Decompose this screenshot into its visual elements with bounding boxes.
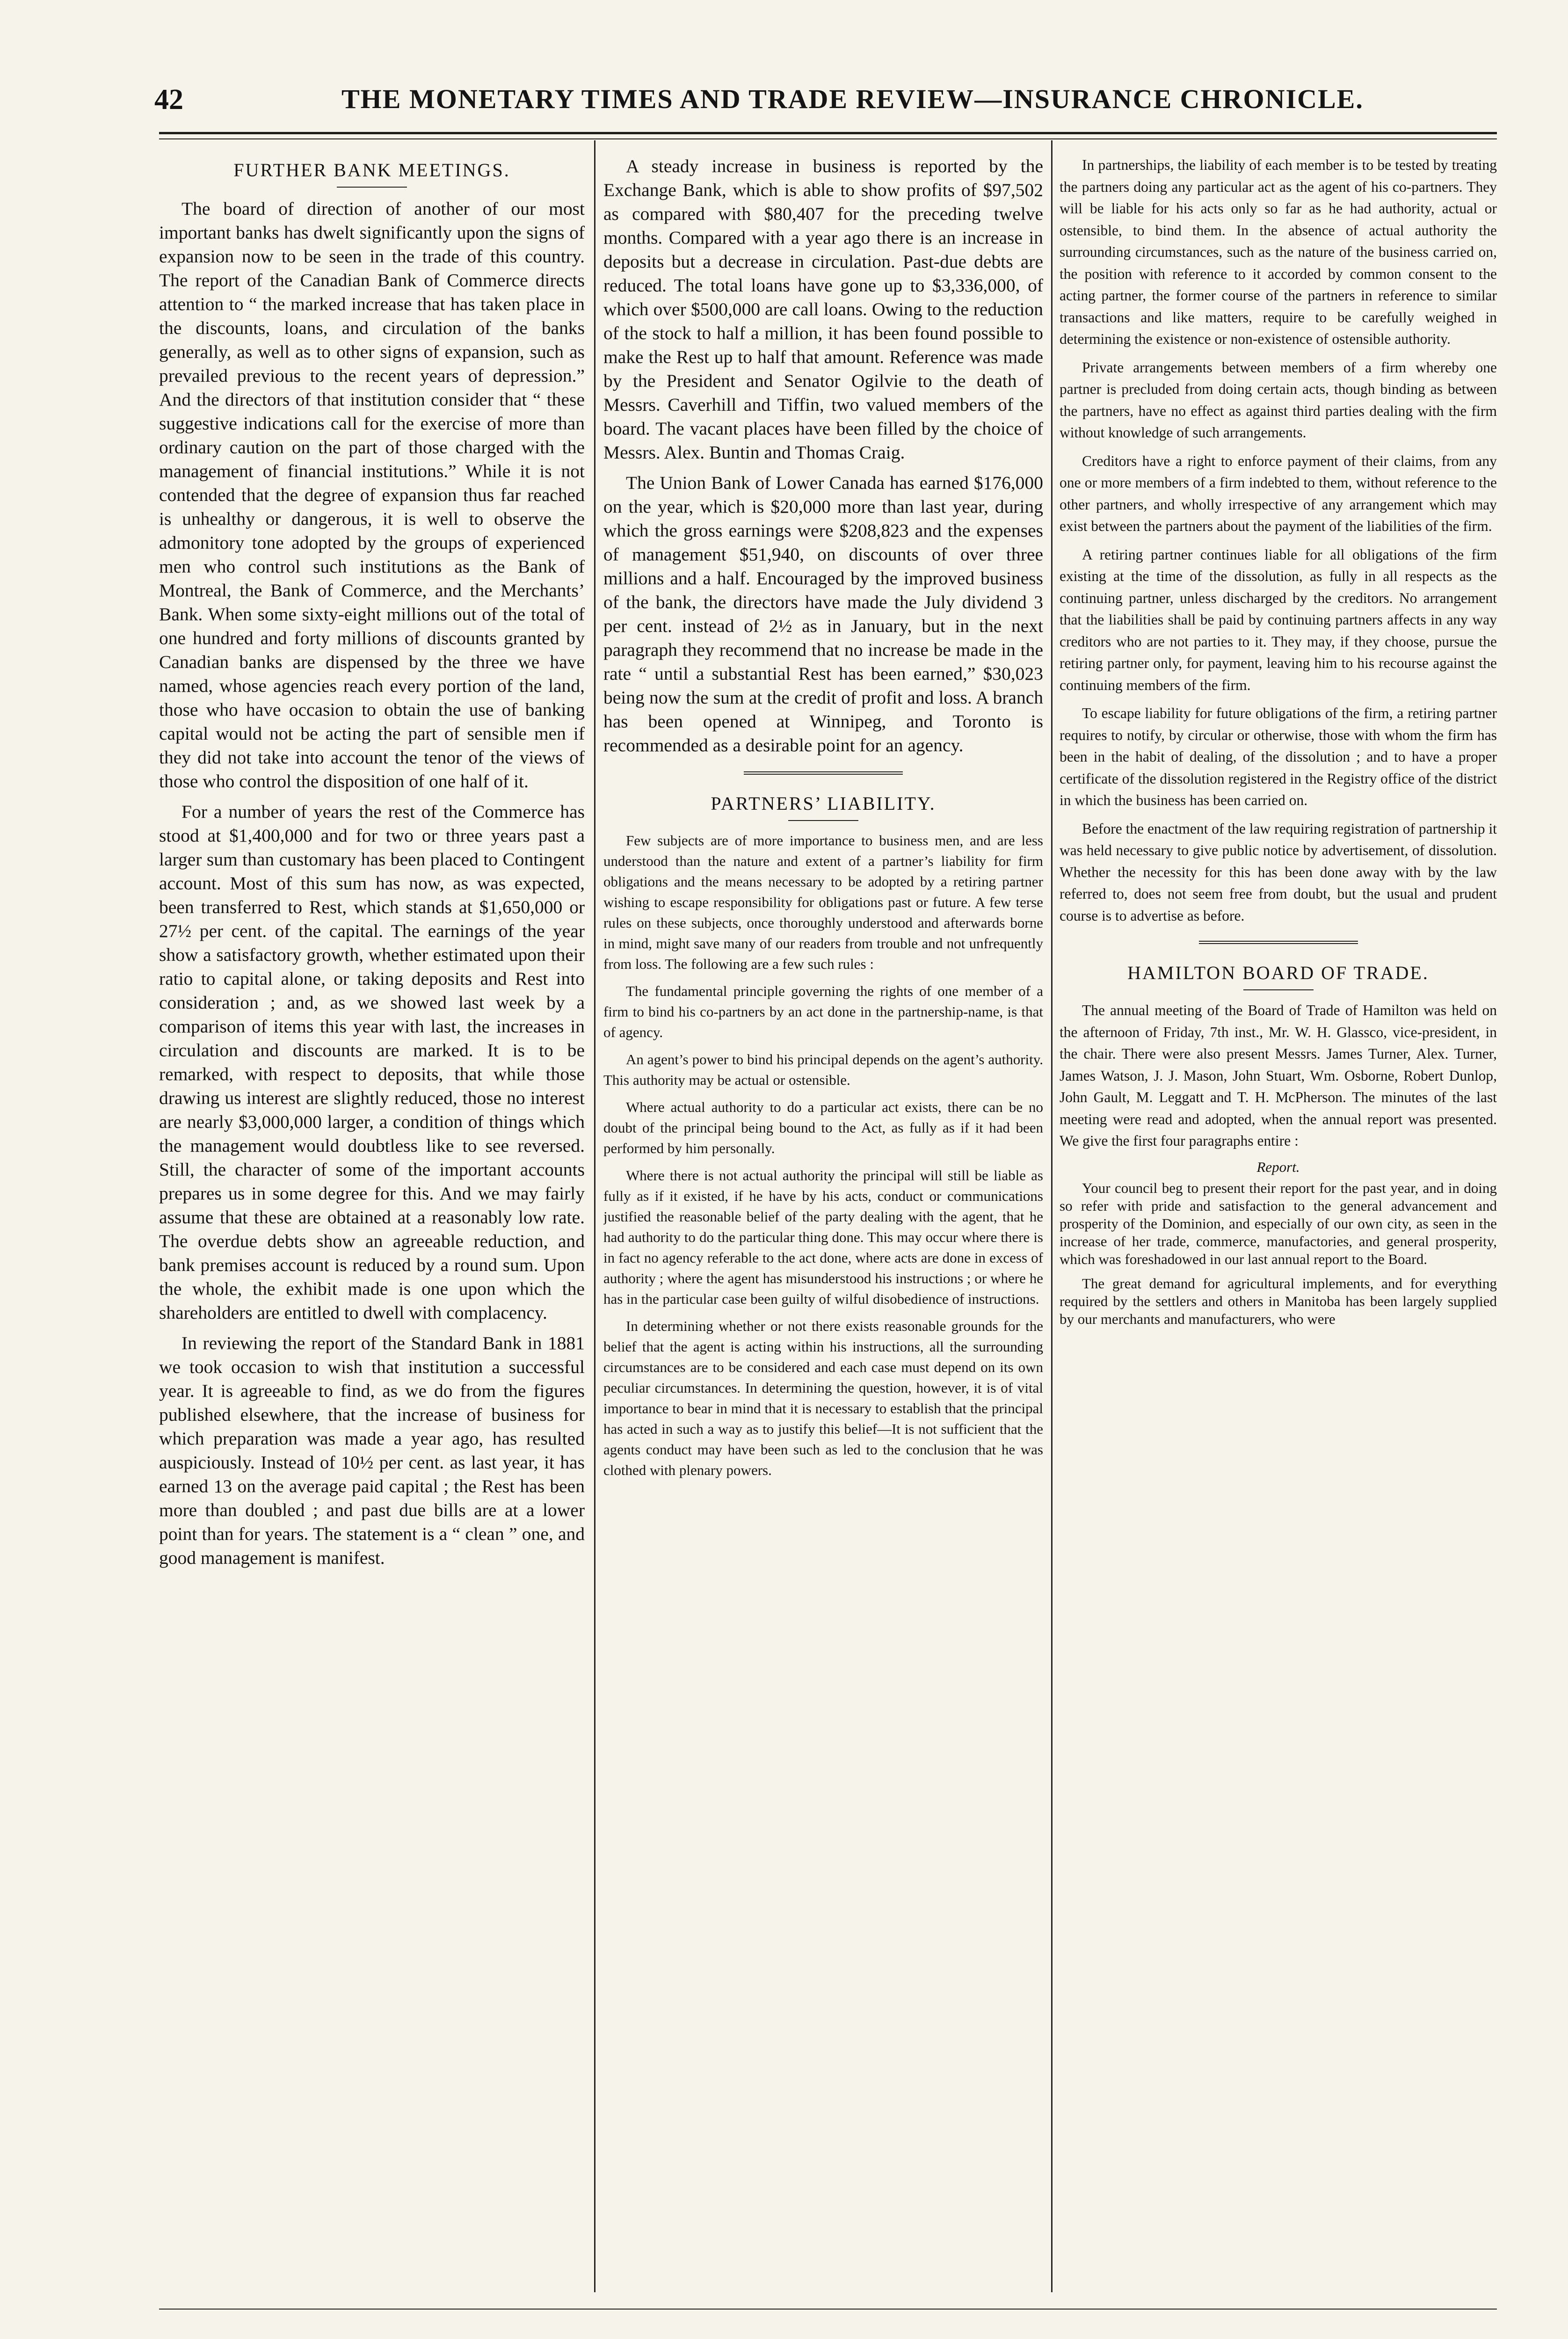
paragraph: Private arrangements between members of a firm whereby one partner is precluded from doing certain acts, though binding as between the partners, have no effect as against third parties dealing with the firm without knowledge of such arrangements. — [1060, 359, 1497, 441]
paragraph: To escape liability for future obligations of the firm, a retiring partner requires to notify, by circular or otherwise, those with whom the firm has been in the habit of dealing, of the dissolution ; and to have a proper certificate of the dissolution registered in the Registry office of the district in which the business has been carried on. — [1060, 705, 1497, 808]
paragraph: Your council beg to present their report for the past year, and in doing so refer with pride and satisfaction to the general advancement and prosperity of the Dominion, and especially of our own city, as seen in the increase of her trade, commerce, manufactories, and general prosperity, which was foreshadowed in our last annual report to the Board. — [1060, 1179, 1497, 1267]
paragraph: Where actual authority to do a particular act exists, there can be no doubt of the principal being bound to the Act, as fully as if it had been performed by him personally. — [603, 1099, 1043, 1156]
paragraph: A steady increase in business is reported by the Exchange Bank, which is able to show profits of $97,502 as compared with $80,407 for the preceding twelve months. Compared with a year ago there is an increase in deposits but a decrease in circulation. Past-due debts are reduced. The total loans have gone up to $3,336,000, of which over $500,000 are call loans. Owing to the reduction of the stock to half a million, it has been found possible to make the Rest up to half that amount. Reference was made by the President and Senator Ogilvie to the death of Messrs. Caverhill and Tiffin, two valued members of the board. The vacant places have been filled by the choice of Messrs. Alex. Buntin and Thomas Craig. — [603, 156, 1043, 463]
paragraph: An agent’s power to bind his principal depends on the agent’s authority. This authority may be actual or ostensible. — [603, 1051, 1043, 1088]
paragraph: The Union Bank of Lower Canada has earned $176,000 on the year, which is $20,000 more than last year, during which the gross earnings were $208,823 and the expenses of management $51,940, on discounts of over three millions and a half. Encouraged by the improved business of the bank, the directors have made the July dividend 3 per cent. instead of 2½ as in January, but in the next paragraph they recommend that no increase be made in the rate “ until a substantial Rest has been earned,” $30,023 being now the sum at the credit of profit and loss. A branch has been opened at Winnipeg, and Toronto is recommended as a desirable point for an agency. — [603, 472, 1043, 755]
paragraph: The annual meeting of the Board of Trade of Hamilton was held on the afternoon of Friday, 7th inst., Mr. W. H. Glassco, vice-president, in the chair. There were also present Messrs. James Turner, Alex. Turner, James Watson, J. J. Mason, John Stuart, Wm. Osborne, Robert Dunlop, John Gault, M. Leggatt and T. H. McPherson. The minutes of the last meeting were read and adopted, when the annual report was presented. We give the first four paragraphs entire : — [1060, 1002, 1497, 1149]
section-rule — [744, 771, 903, 777]
paragraph: The fundamental principle governing the rights of one member of a firm to bind his co-partners by an act done in the partnership-name, is that of agency. — [603, 983, 1043, 1040]
column-divider — [1051, 140, 1053, 2292]
title-rule — [788, 820, 858, 821]
footer-rule — [159, 2309, 1497, 2310]
paragraph: Creditors have a right to enforce payment of their claims, from any one or more members of a firm indebted to them, without reference to the other partners, and wholly irrespective of any arrangement which may exist between the partners about the payment of the liabilities of the firm. — [1060, 452, 1497, 534]
column-3 — [1060, 154, 1497, 2288]
article-title-partners-liability: PARTNERS’ LIABILITY. — [711, 793, 936, 814]
section-rule — [1199, 941, 1358, 946]
paragraph: The great demand for agricultural implements, and for everything required by the settlers and others in Manitoba has been largely supplied by our merchants and manufacturers, who were — [1060, 1275, 1497, 1327]
title-rule — [1243, 989, 1314, 990]
column-divider — [594, 140, 595, 2292]
paragraph: For a number of years the rest of the Commerce has stood at $1,400,000 and for two or three years past a larger sum than customary has been placed to Contingent account. Most of this sum has now, as was expected, been transferred to Rest, which stands at $1,650,000 or 27½ per cent. of the capital. The earnings of the year show a satisfactory growth, whether estimated upon their ratio to capital alone, or taking deposits and Rest into consideration ; and, as we showed last week by a comparison of items this year with last, the increases in circulation and discounts are marked. It is to be remarked, with respect to deposits, that while those drawing us interest are slightly reduced, those no interest are nearly $3,000,000 larger, a condition of things which the management would doubtless like to see reversed. Still, the character of some of the important accounts prepares us in some degree for this. And we may fairly assume that these are obtained at a reasonably low rate. The overdue debts show an agreeable reduction, and bank premises account is reduced by a round sum. Upon the whole, the exhibit made is one upon which the shareholders are entitled to dwell with complacency. — [159, 801, 585, 1323]
paragraph: Where there is not actual authority the principal will still be liable as fully as if it existed, if he have by his acts, conduct or communications justified the reasonable belief of the party dealing with the agent, that he had authority to do the particular thing done. This may occur where there is in fact no agency referable to the act done, where acts are done in excess of authority ; where the agent has misunderstood his instructions ; or where he has in the particular case been guilty of wilful disobedience of instructions. — [603, 1167, 1043, 1307]
header-rule — [159, 132, 1497, 134]
running-title: THE MONETARY TIMES AND TRADE REVIEW—INSURANCE CHRONICLE. — [341, 84, 1364, 114]
article-title-hamilton: HAMILTON BOARD OF TRADE. — [1127, 962, 1429, 983]
column-2 — [603, 154, 1043, 2288]
header-rule-thin — [159, 138, 1497, 139]
column-1 — [159, 154, 585, 2288]
article-title-bank-meetings: FURTHER BANK MEETINGS. — [233, 160, 510, 181]
page-header — [154, 70, 1502, 131]
title-rule — [337, 187, 407, 188]
report-heading: Report. — [1256, 1158, 1300, 1175]
paragraph: In partnerships, the liability of each member is to be tested by treating the partners doing any particular act as the agent of his co-partners. They will be liable for his acts only so far as he had authority, actual or ostensible, to bind them. In the absence of actual authority the surrounding circumstances, such as the nature of the business carried on, the position with reference to it accorded by common consent to the acting partner, the former course of the partners in reference to similar transactions and like matters, require to be carefully weighed in determining the existence or non-existence of ostensible authority. — [1060, 157, 1497, 347]
paragraph: A retiring partner continues liable for all obligations of the firm existing at the time of the dissolution, as fully in all respects as the continuing partner, unless discharged by the creditors. No arrangement that the liabilities shall be paid by continuing partners affects in any way creditors who are not parties to it. They may, if they choose, pursue the retiring partner only, for payment, leaving him to his recourse against the continuing members of the firm. — [1060, 546, 1497, 693]
paragraph: Few subjects are of more importance to business men, and are less understood than the nature and extent of a partner’s liability for firm obligations and the means necessary to be adopted by a retiring partner wishing to escape responsibility for obligations past or future. A few terse rules on these subjects, once thoroughly understood and afterwards borne in mind, might save many of our readers from trouble and not unfrequently from loss. The following are a few such rules : — [603, 832, 1043, 972]
paragraph: In reviewing the report of the Standard Bank in 1881 we took occasion to wish that institution a successful year. It is agreeable to find, as we do from the figures published elsewhere, that the increase of business for which preparation was made a year ago, has resulted auspiciously. Instead of 10½ per cent. as last year, it has earned 13 on the average paid capital ; the Rest has been more than doubled ; and past due bills are at a lower point than for years. The statement is a “ clean ” one, and good management is manifest. — [159, 1333, 585, 1568]
paragraph: In determining whether or not there exists reasonable grounds for the belief that the agent is acting within his instructions, all the surrounding circumstances are to be considered and each case must depend on its own peculiar circumstances. In determining the question, however, it is of vital importance to bear in mind that it is necessary to establish that the principal has acted in such a way as to justify this belief—It is not sufficient that the agents conduct may have been such as led to the conclusion that he was clothed with plenary powers. — [603, 1318, 1043, 1478]
paragraph: The board of direction of another of our most important banks has dwelt significantly upon the signs of expansion now to be seen in the trade of this country. The report of the Canadian Bank of Commerce directs attention to “ the marked increase that has taken place in the discounts, loans, and circulation of the banks generally, as well as to other signs of expansion, such as prevailed previous to the recent years of depression.” And the directors of that institution consider that “ these suggestive indications call for the exercise of more than ordinary caution on the part of those charged with the management of financial institutions.” While it is not contended that the degree of expansion thus far reached is unhealthy or dangerous, it is well to observe the admonitory tone adopted by the groups of experienced men who control such institutions as the Bank of Montreal, the Bank of Commerce, and the Merchants’ Bank. When some sixty-eight millions out of the total of one hundred and forty millions of discounts granted by Canadian banks are dispensed by the three we have named, whose agencies reach every portion of the land, those who have occasion to obtain the use of banking capital would not be acting the part of sensible men if they did not take into account the tenor of the views of those who control the disposition of one half of it. — [159, 198, 585, 792]
paragraph: Before the enactment of the law requiring registration of partnership it was held necessary to give public notice by advertisement, of dissolution. Whether the necessity for this has been done away with by the law referred to, does not seem free from doubt, but the usual and prudent course is to advertise as before. — [1060, 820, 1497, 924]
page-number: 42 — [154, 84, 183, 116]
